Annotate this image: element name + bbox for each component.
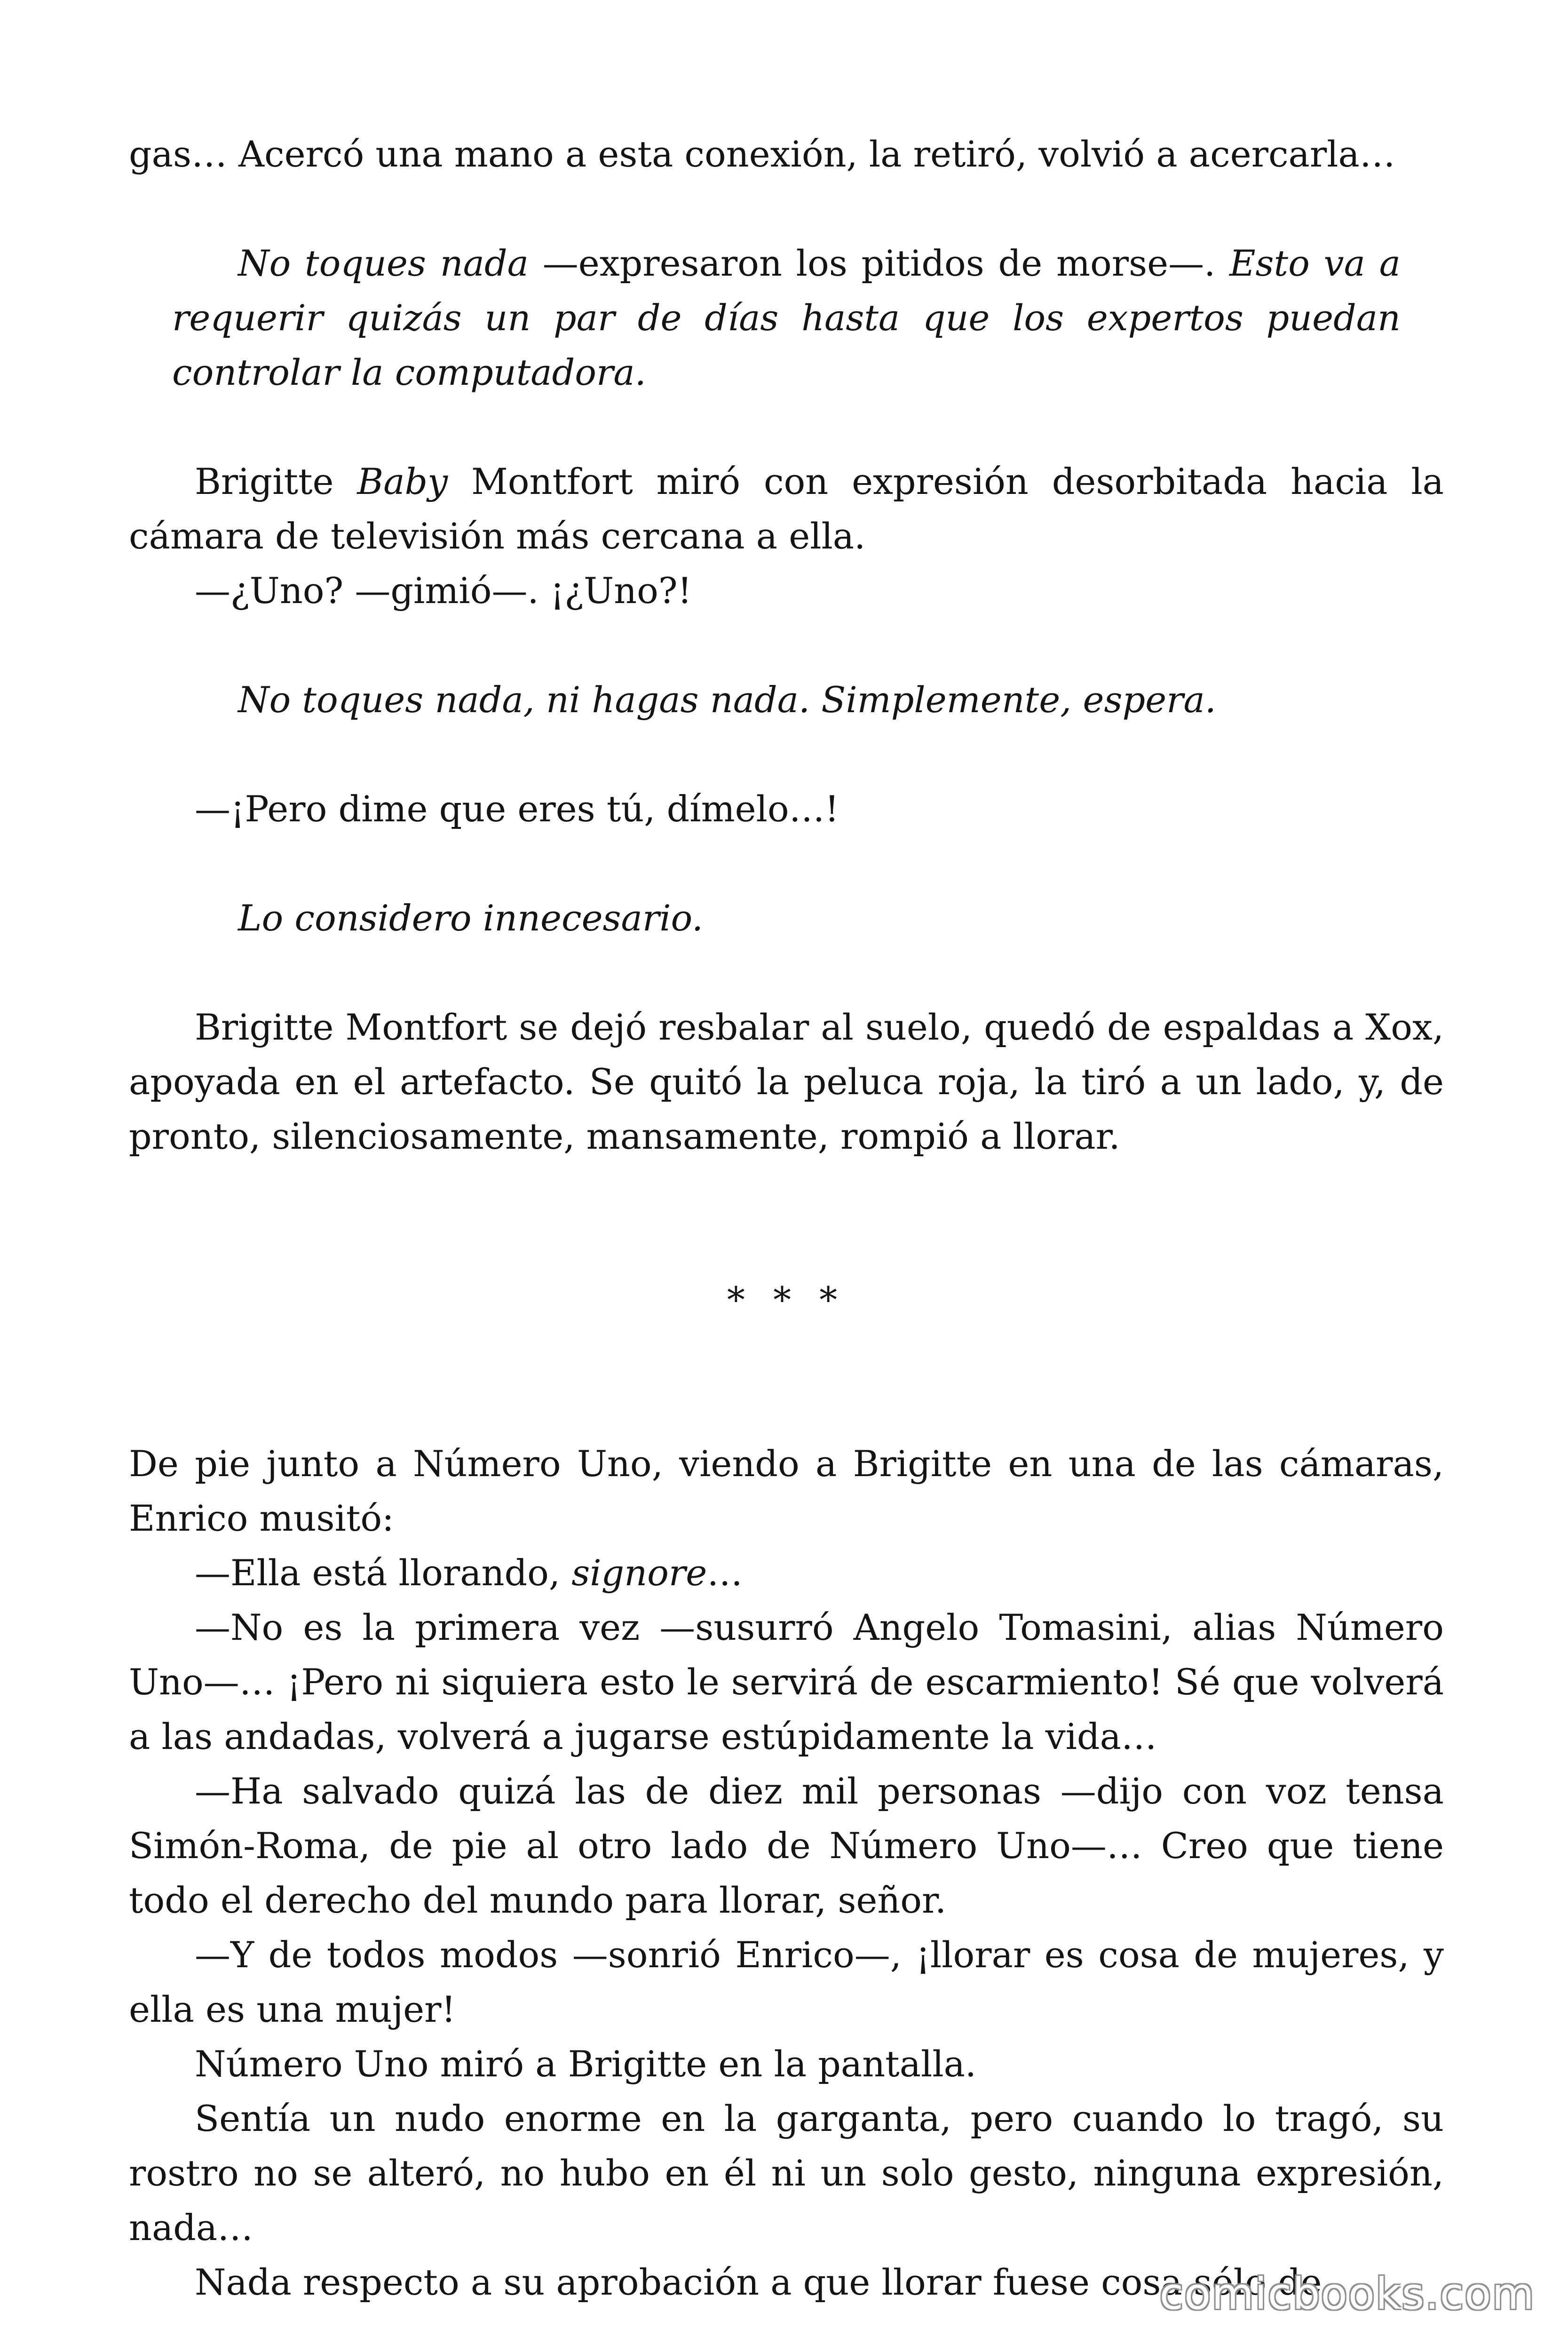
- paragraph: Brigitte Baby Montfort miró con expresión desorbitada hacia la cámara de televisión más cercana a ella.: [129, 461, 1444, 557]
- page-body: [129, 127, 1444, 2310]
- dialogue-line: —¿Uno? —gimió—. ¡¿Uno?!: [195, 570, 692, 612]
- paragraph: Número Uno miró a Brigitte en la pantalla.: [195, 2043, 977, 2085]
- paragraph: Brigitte Montfort se dejó resbalar al suelo, quedó de espaldas a Xox, apoyada en el artefacto. Se quitó la peluca roja, la tiró a un lado, y, de pronto, silenciosamente, mansamente, rompió a llorar.: [129, 1006, 1444, 1157]
- watermark: comicbooks.com: [1159, 2269, 1535, 2319]
- paragraph: Sentía un nudo enorme en la garganta, pero cuando lo tragó, su rostro no se alteró, no hubo en él ni un solo gesto, ninguna expresión, nada…: [129, 2098, 1444, 2249]
- morse-quote: No toques nada —expresaron los pitidos de morse—. Esto va a requerir quizás un par de días hasta que los expertos puedan controlar la computadora.: [172, 242, 1401, 393]
- paragraph: De pie junto a Número Uno, viendo a Brigitte en una de las cámaras, Enrico musitó:: [129, 1443, 1444, 1539]
- dialogue-line: —Ella está llorando, signore…: [195, 1552, 743, 1594]
- morse-quote: Lo considero innecesario.: [238, 897, 704, 939]
- paragraph: gas… Acercó una mano a esta conexión, la retiró, volvió a acercarla…: [129, 133, 1395, 175]
- dialogue-line: —Y de todos modos —sonrió Enrico—, ¡llorar es cosa de mujeres, y ella es una mujer!: [129, 1934, 1444, 2030]
- dialogue-line: —No es la primera vez —susurró Angelo Tomasini, alias Número Uno—… ¡Pero ni siquiera esto le servirá de escarmiento! Sé que volverá a las andadas, volverá a jugarse estúpidamente la vida…: [129, 1606, 1444, 1757]
- morse-quote: No toques nada, ni hagas nada. Simplemente, espera.: [238, 679, 1216, 721]
- scene-separator: * * *: [727, 1279, 846, 1321]
- paragraph: Nada respecto a su aprobación a que llorar fuese cosa sólo de: [195, 2261, 1322, 2303]
- dialogue-line: —Ha salvado quizá las de diez mil personas —dijo con voz tensa Simón-Roma, de pie al otro lado de Número Uno—… Creo que tiene todo el derecho del mundo para llorar, señor.: [129, 1770, 1444, 1921]
- dialogue-line: —¡Pero dime que eres tú, dímelo…!: [195, 788, 839, 830]
